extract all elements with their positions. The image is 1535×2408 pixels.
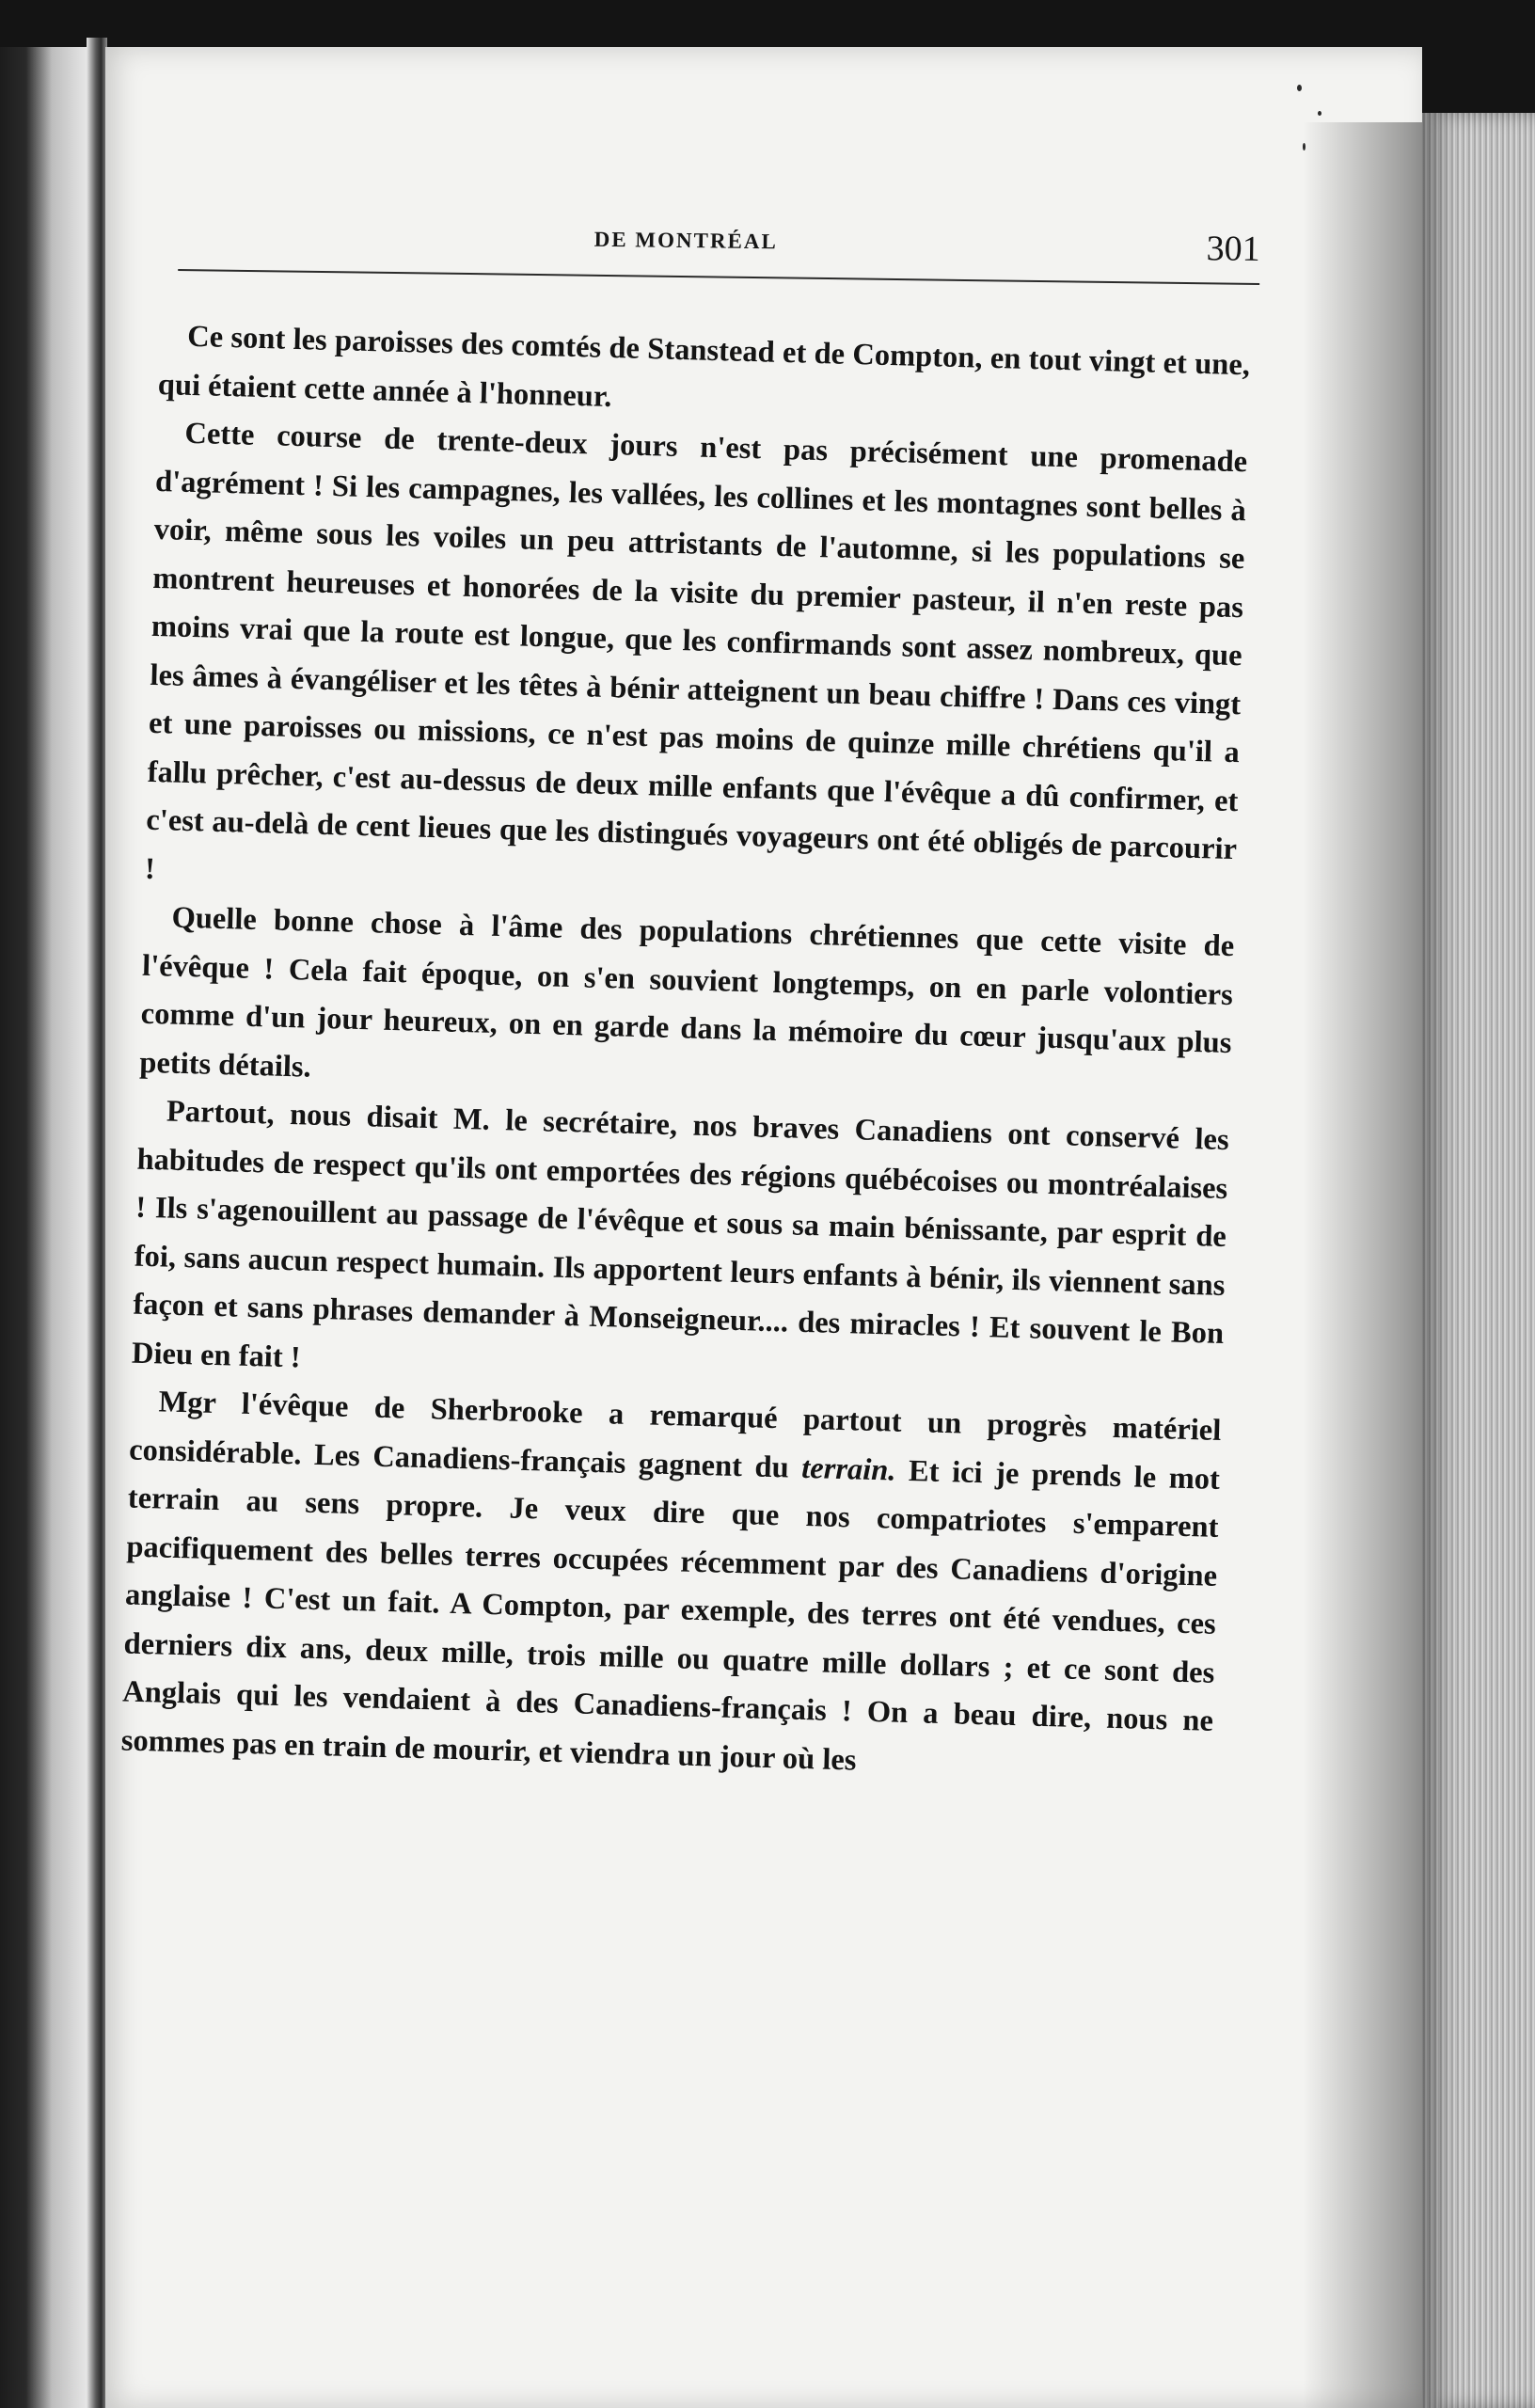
running-title: DE MONTRÉAL — [593, 227, 778, 254]
page-number: 301 — [1206, 229, 1260, 270]
paragraph: Cette course de trente-deux jours n'est pas précisément une promenade d'agrément ! Si les campagnes, les vallées, les collines et les montagnes sont belles à voir, même sous les voiles un peu attristants de l'automne, si les populations se montrent heureuses et honorées de la visite du premier pasteur, il n'en reste pas moins vrai que la route est longue, que les confirmands sont assez nombreux, que les âmes à évangéliser et les têtes à bénir atteignent un beau chiffre ! Dans ces vingt et une paroisses ou missions, ce n'est pas moins de quinze mille chrétiens qu'il a fallu prêcher, c'est au-dessus de deux mille enfants que l'évêque a dû confirmer, et c'est au-delà de cent lieues que les distingués voyageurs ont été obligés de parcourir ! — [144, 416, 1248, 886]
body-text — [120, 312, 1250, 1795]
dust-speck — [1318, 111, 1321, 116]
book-fore-edge — [1422, 113, 1535, 2408]
paragraph: Ce sont les paroisses des comtés de Stanstead et de Compton, en tout vingt et une, qui étaient cette année à l'honneur. — [157, 319, 1251, 414]
dust-speck — [1303, 143, 1306, 150]
paragraph-text: Et ici je prends le mot terrain au sens propre. Je veux dire que nos compatriotes s'emparent pacifiquement des belles terres occupées récemment par des Canadiens d'origine anglaise ! C'est un fait. A Compton, par exemple, des terres ont été vendues, ces derniers dix ans, deux mille, trois mille ou quatre mille dollars ; et ce sont des Anglais qui les vendaient à des Canadiens-français ! On a beau dire, nous ne sommes pas en train de mourir, et viendra un jour où les — [120, 1453, 1221, 1778]
dust-speck — [1297, 85, 1302, 91]
paragraph: Partout, nous disait M. le secrétaire, nos braves Canadiens ont conservé les habitudes de respect qu'ils ont emportées des régions québécoises ou montréalaises ! Ils s'agenouillent au passage de l'évêque et sous sa main bénissante, par esprit de foi, sans aucun respect humain. Ils apportent leurs enfants à bénir, ils viennent sans façon et sans phrases demander à Monseigneur.... des miracles ! Et souvent le Bon Dieu en fait ! — [131, 1094, 1230, 1374]
paragraph-text: Mgr l'évêque de Sherbrooke a remarqué partout un progrès matériel considérable. Les Canadiens-français gagnent du — [128, 1385, 1222, 1485]
paragraph: Quelle bonne chose à l'âme des populations chrétiennes que cette visite de l'évêque ! Cela fait époque, on s'en souvient longtemps, on en parle volontiers comme d'un jour heureux, on en garde dans la mémoire du cœur jusqu'aux plus petits détails. — [138, 900, 1235, 1085]
page-curl-shadow — [1303, 122, 1425, 2408]
italic-word: terrain. — [800, 1450, 896, 1488]
facing-page-edge — [0, 47, 87, 2408]
paragraph — [120, 1378, 1222, 1795]
book-gutter — [87, 38, 107, 2408]
dust-specks — [1293, 56, 1331, 169]
